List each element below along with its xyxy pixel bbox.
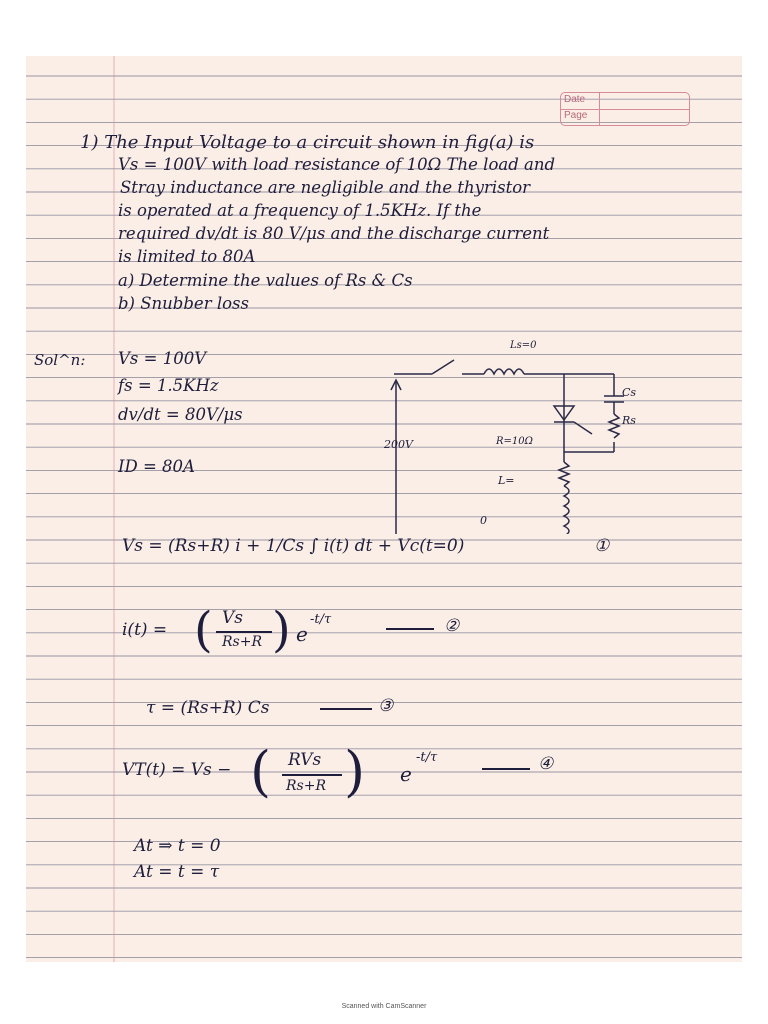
notebook-page	[26, 56, 742, 962]
page-label: Page	[564, 110, 588, 121]
eq2-tag-dash	[386, 628, 434, 630]
equation-2-tag: ②	[444, 616, 460, 636]
solution-label: Sol^n:	[34, 351, 86, 369]
problem-line-7: a) Determine the values of Rs & Cs	[118, 271, 413, 290]
given-fs: fs = 1.5KHz	[118, 376, 219, 395]
equation-2-numerator: Vs	[222, 608, 244, 628]
problem-line-1: 1) The Input Voltage to a circuit shown in fig(a) is	[80, 132, 535, 153]
equation-1-tag: ①	[594, 536, 610, 556]
given-vs: Vs = 100V	[118, 349, 207, 368]
given-dvdt: dv/dt = 80V/μs	[118, 405, 243, 424]
problem-line-3: Stray inductance are negligible and the thyristor	[120, 178, 531, 197]
equation-2-exponent: -t/τ	[310, 612, 332, 627]
eq4-tag-dash	[482, 768, 530, 770]
date-label: Date	[564, 94, 586, 105]
equation-4-exponent: -t/τ	[416, 750, 438, 765]
eq2-left-paren: (	[194, 602, 213, 658]
equation-4-lhs: VT(t) = Vs −	[122, 760, 232, 780]
given-id: ID = 80A	[118, 457, 195, 476]
eq4-fraction-bar	[282, 774, 342, 776]
cs-label: Cs	[622, 386, 637, 399]
eq4-left-paren: (	[250, 740, 272, 803]
equation-2-denominator: Rs+R	[222, 634, 262, 650]
date-page-box	[560, 92, 690, 126]
eq2-fraction-bar	[216, 631, 272, 633]
equation-2-lhs: i(t) =	[122, 620, 168, 640]
equation-3-tag: ③	[378, 696, 394, 716]
ls-label: Ls=0	[510, 340, 537, 351]
eq3-tag-dash	[320, 708, 372, 710]
equation-2-exp-base: e	[296, 622, 308, 646]
scanner-footer: Scanned with CamScanner	[341, 1003, 427, 1010]
problem-line-6: is limited to 80A	[118, 247, 256, 266]
condition-1: At ⇒ t = 0	[134, 836, 221, 856]
problem-line-4: is operated at a frequency of 1.5KHz. If the	[118, 201, 482, 220]
source-voltage-label: 200V	[384, 438, 413, 451]
problem-line-8: b) Snubber loss	[118, 294, 249, 313]
load-l-label: L=	[498, 474, 515, 487]
load-r-label: R=10Ω	[496, 436, 533, 447]
condition-2: At = t = τ	[134, 862, 220, 882]
snubber-circuit-diagram	[378, 334, 658, 534]
equation-4-tag: ④	[538, 754, 554, 774]
problem-line-5: required dv/dt is 80 V/μs and the discharge current	[118, 224, 550, 243]
equation-4-numerator: RVs	[288, 750, 322, 770]
equation-4-denominator: Rs+R	[286, 778, 326, 794]
equation-3: τ = (Rs+R) Cs	[146, 698, 270, 718]
zero-label: 0	[480, 514, 487, 527]
equation-1: Vs = (Rs+R) i + 1/Cs ∫ i(t) dt + Vc(t=0)	[122, 536, 465, 556]
eq4-right-paren: )	[344, 740, 366, 803]
equation-4-exp-base: e	[400, 762, 412, 786]
rs-label: Rs	[622, 414, 636, 427]
eq2-right-paren: )	[272, 602, 291, 658]
problem-line-2: Vs = 100V with load resistance of 10Ω The load and	[118, 155, 556, 174]
